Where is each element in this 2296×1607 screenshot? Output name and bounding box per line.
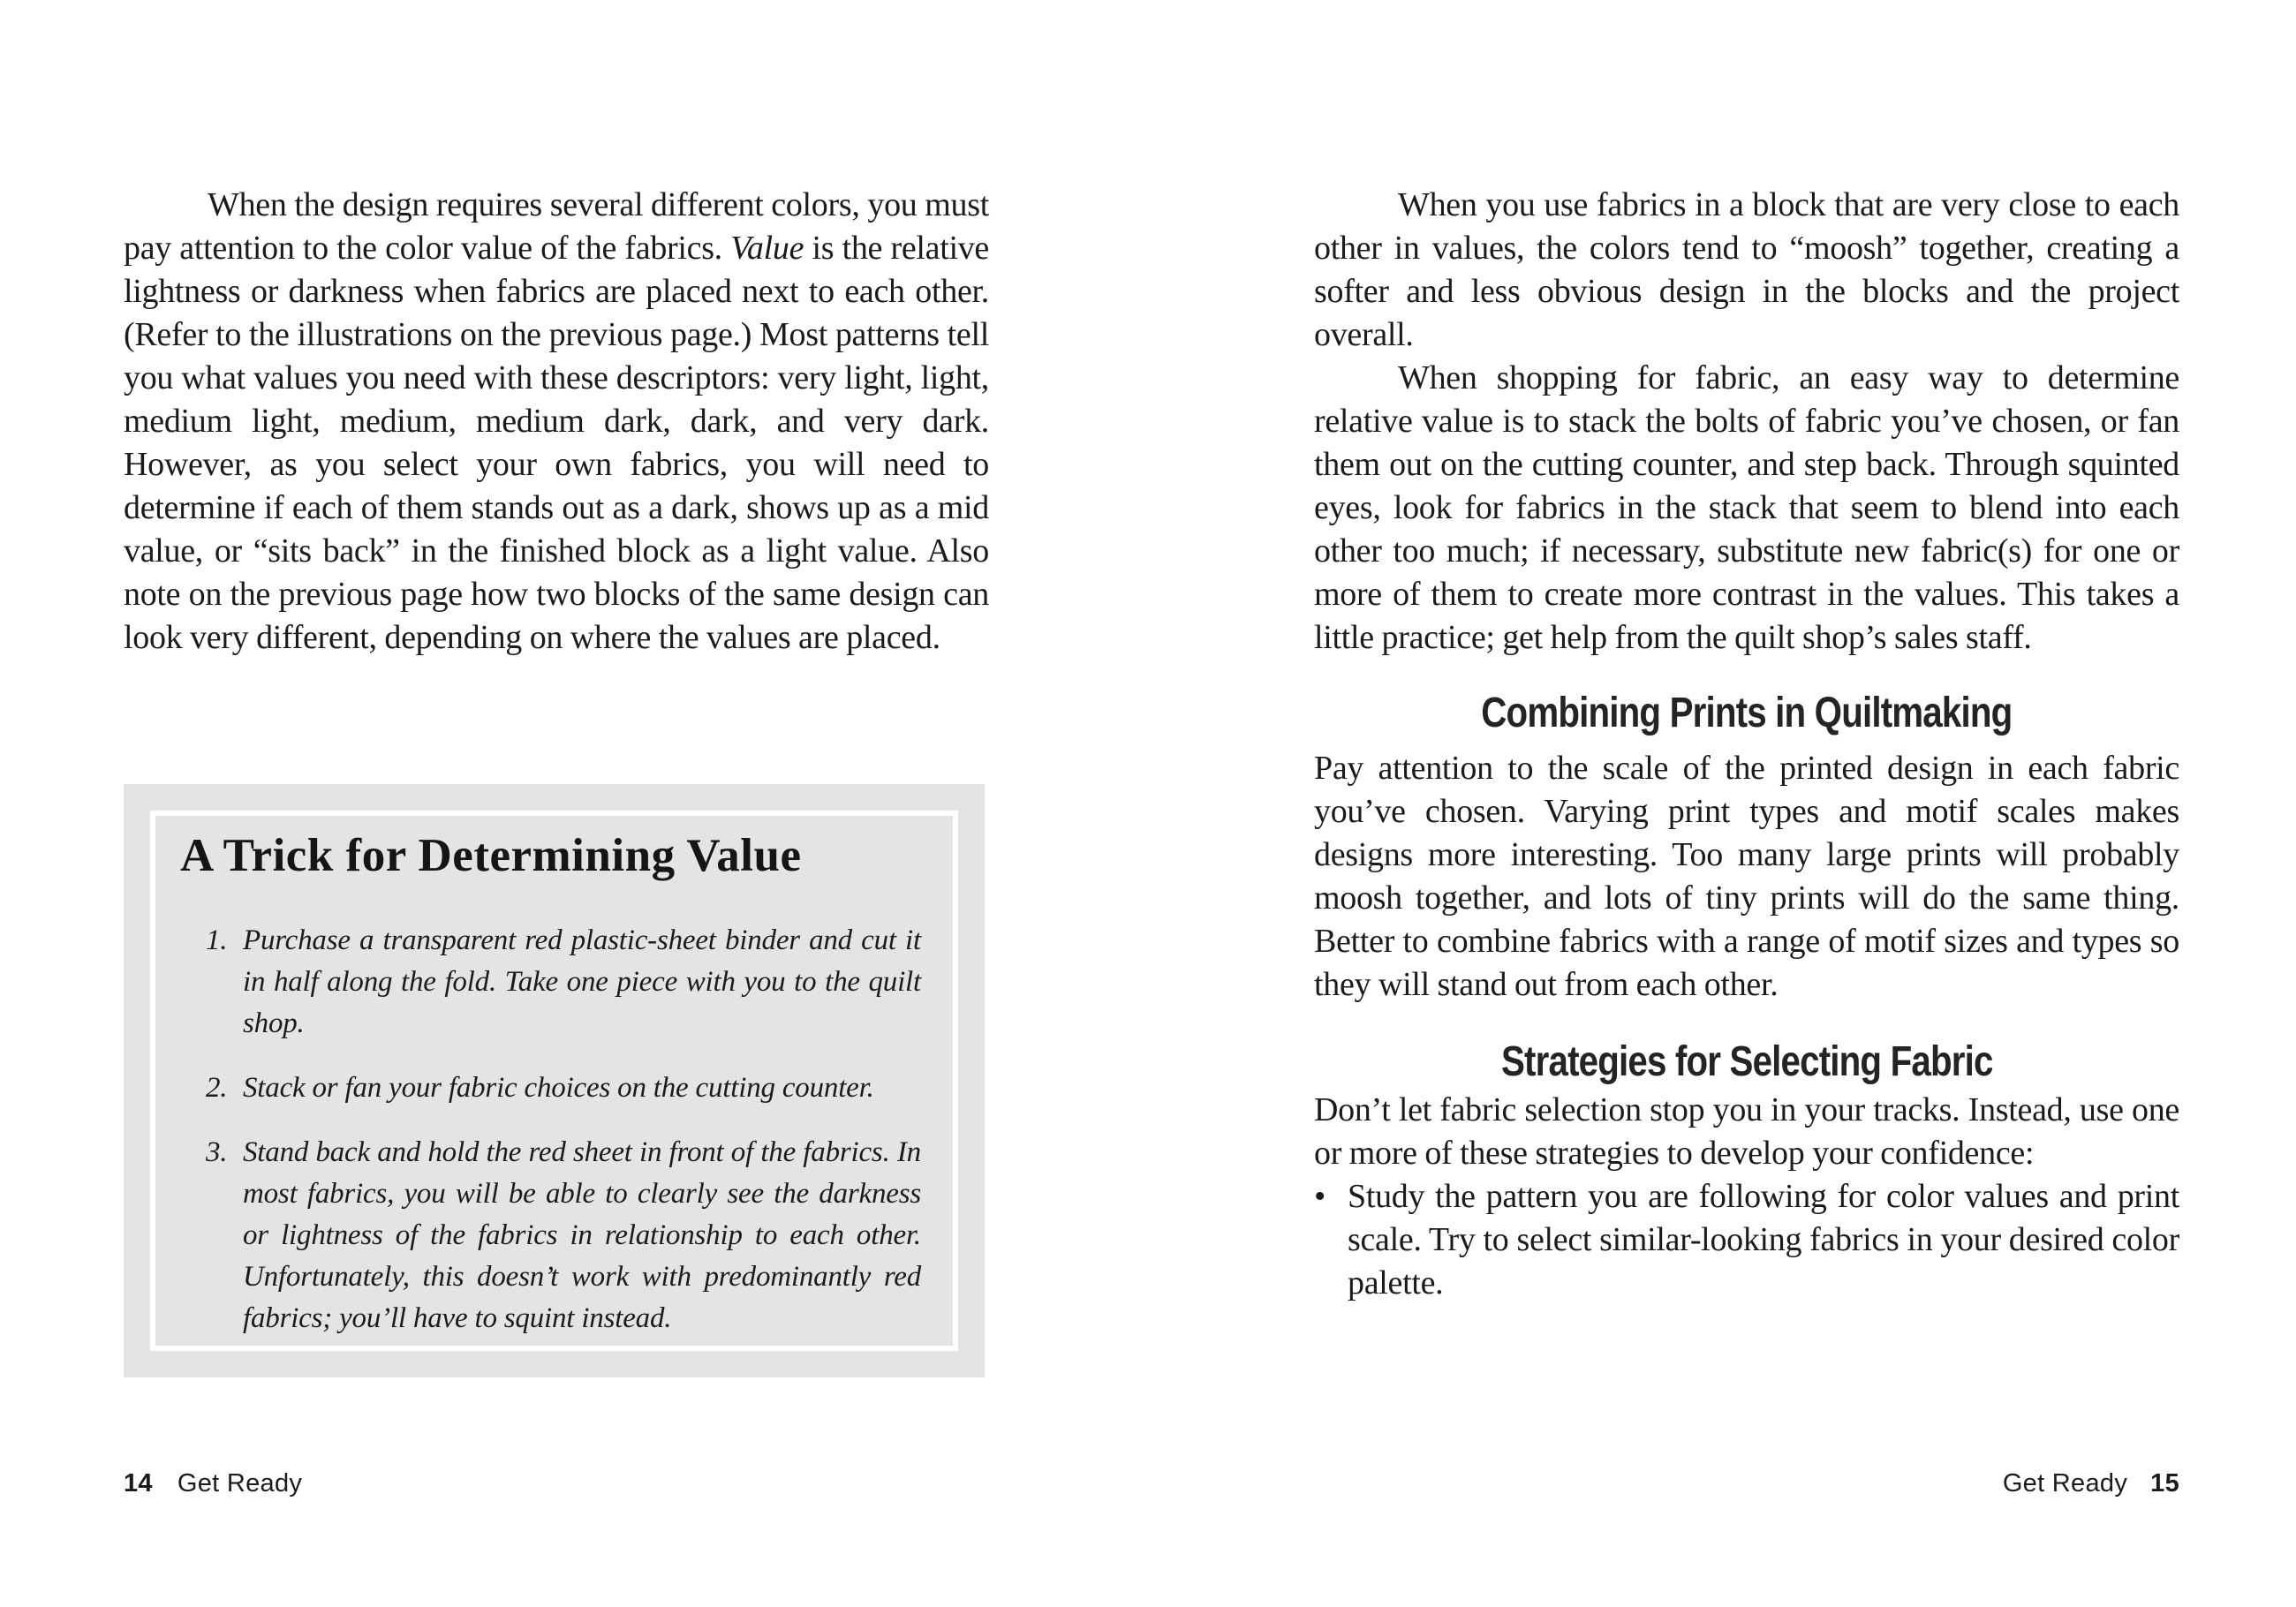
paragraph-print-scale: Pay attention to the scale of the printed design in each fabric you’ve chosen. Varying print types and motif scales makes designs more interesting. Too many large prints will probably moosh together, and lots of tiny prints will do the same thing. Better to combine fabrics with a range of motif sizes and types so they will stand out from each other. <box>1314 750 2179 1003</box>
list-item-2 <box>206 1068 921 1109</box>
page-number: 15 <box>2150 1469 2179 1498</box>
heading-text: Combining Prints in Quiltmaking <box>1481 690 2013 736</box>
list-item-text: Stack or fan your fabric choices on the cutting counter. <box>243 1072 874 1105</box>
bullet-text: Study the pattern you are following for color values and print scale. Try to select similar-looking fabrics in your desired color palette. <box>1348 1178 2179 1301</box>
list-item-3 <box>206 1132 921 1339</box>
list-number: 3. <box>206 1136 228 1169</box>
list-item-text: Purchase a transparent red plastic-sheet binder and cut it in half along the fold. Take one piece with you to the quilt shop. <box>243 924 921 1040</box>
box-title: A Trick for Determining Value <box>180 830 802 881</box>
paragraph-shopping: When shopping for fabric, an easy way to determine relative value is to stack the bolts of fabric you’ve chosen, or fan them out on the cutting counter, and step back. Through squinted eyes, look for fabrics in the stack that seem to blend into each other too much; if necessary, substitute new fabric(s) for one or more of them to create more contrast in the values. This takes a little practice; get help from the quilt shop’s sales staff. <box>1314 359 2179 656</box>
paragraph-text-pre: When the design requires several different colors, you must pay attention to the color value of the fabrics. <box>124 186 989 267</box>
page-number: 14 <box>124 1469 153 1498</box>
paragraph-group-top <box>1314 184 2179 660</box>
heading-text: Strategies for Selecting Fabric <box>1500 1038 1993 1085</box>
list-number: 1. <box>206 924 228 957</box>
page-right <box>1314 0 2179 1607</box>
bullet-item <box>1314 1175 2179 1305</box>
paragraph-confidence: Don’t let fabric selection stop you in your tracks. Instead, use one or more of these strategies to develop your confidence: <box>1314 1091 2179 1172</box>
running-head: Get Ready <box>2002 1469 2128 1498</box>
heading-strategies <box>1314 1040 2179 1084</box>
list-item-1 <box>206 920 921 1045</box>
list-number: 2. <box>206 1072 228 1105</box>
footer-right <box>1314 1468 2179 1499</box>
list-item-text: Stand back and hold the red sheet in front of the fabrics. In most fabrics, you will be able to clearly see the darkness or lightness of the fabrics in relationship to each other. Unfortunately, this doesn’t work with predominantly red fabrics; you’ll have to squint instead. <box>243 1136 921 1335</box>
italic-word-value: Value <box>730 230 804 267</box>
paragraph-text-post: is the relative lightness or darkness when fabrics are placed next to each other. (Refer to the illustrations on the previous page.) Most patterns tell you what values you need with these descriptors: very light, light, medium light, medium, medium dark, dark, and very dark. However, as you select your own fabrics, you will need to determine if each of them stands out as a dark, shows up as a mid value, or “sits back” in the finished block as a light value. Also note on the previous page how two blocks of the same design can look very different, depending on where the values are placed. <box>124 230 989 656</box>
heading-combining-prints <box>1314 691 2179 736</box>
box-numbered-list <box>206 920 921 1339</box>
sidebar-trick-box <box>124 784 985 1377</box>
bullet-marker: • <box>1314 1178 1326 1215</box>
page-left <box>124 0 989 1607</box>
box-content <box>178 830 921 1339</box>
footer-left <box>124 1468 989 1499</box>
paragraph-color-value <box>124 184 989 660</box>
running-head: Get Ready <box>177 1469 303 1498</box>
paragraph-group-strategies <box>1314 1089 2179 1305</box>
paragraph-moosh: When you use fabrics in a block that are very close to each other in values, the colors tend to “moosh” together, creating a softer and less obvious design in the blocks and the project overall. <box>1314 186 2179 353</box>
